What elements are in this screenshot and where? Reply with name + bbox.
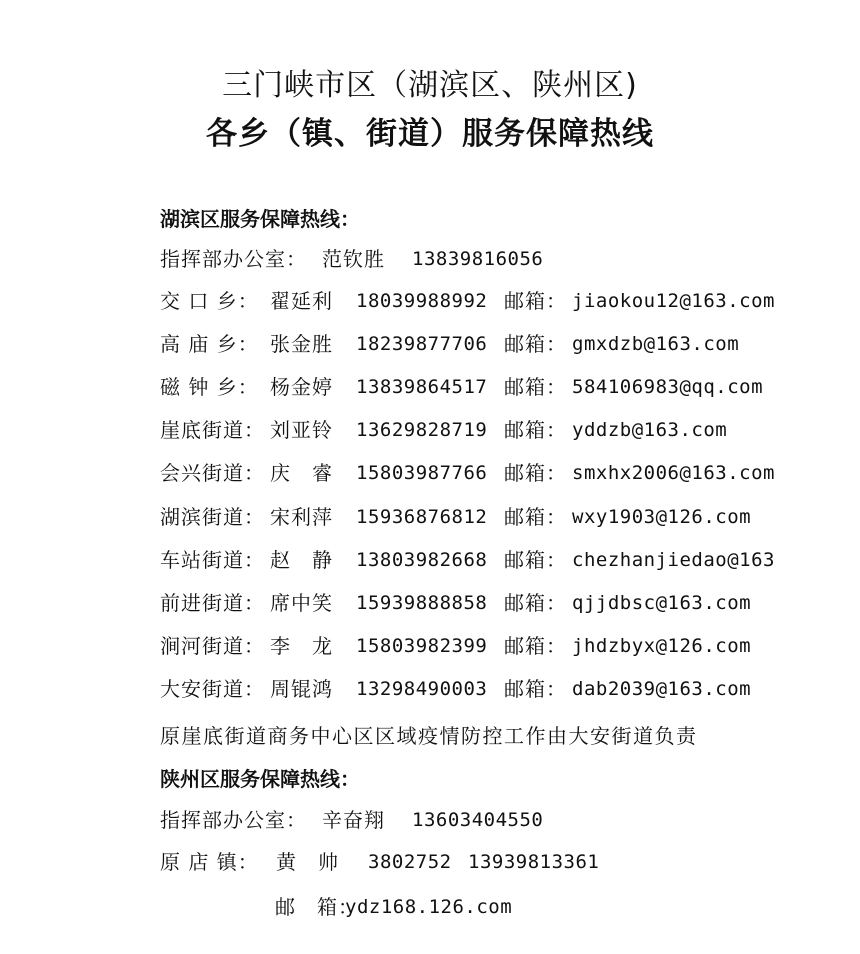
- entry-unit: 交 口 乡：: [160, 289, 259, 313]
- entry-person: 席中笑: [270, 591, 333, 615]
- entry-phone: 15803987766: [356, 462, 488, 484]
- entry-person: 黄 帅: [276, 850, 339, 874]
- entry-email-label: 邮箱：: [504, 289, 567, 313]
- entry-phone-mobile: 13939813361: [468, 851, 600, 873]
- entry-phone: 15939888858: [356, 592, 488, 614]
- entry-phone: 13803982668: [356, 549, 488, 571]
- entry-email-label: 邮箱：: [504, 461, 567, 485]
- entry-email: jiaokou12@163.com: [572, 290, 775, 312]
- entry-unit: 车站街道：: [160, 548, 265, 572]
- entry-email-label: 邮箱：: [504, 375, 567, 399]
- entry-phone: 13839864517: [356, 376, 488, 398]
- command-office-label: 指挥部办公室：: [160, 808, 307, 832]
- command-office-person: 范钦胜: [322, 247, 385, 271]
- entry-phone: 18039988992: [356, 290, 488, 312]
- entry-phone: 18239877706: [356, 333, 488, 355]
- entry-person: 杨金婷: [270, 375, 333, 399]
- entry-unit: 会兴街道：: [160, 461, 265, 485]
- entry-email: ydz168.126.com: [345, 896, 513, 918]
- entry-unit: 大安街道：: [160, 677, 265, 701]
- entry-unit: 崖底街道：: [160, 418, 265, 442]
- entry-phone: 13629828719: [356, 419, 488, 441]
- entry-unit: 高 庙 乡：: [160, 332, 259, 356]
- entry-unit: 原 店 镇：: [160, 850, 259, 874]
- entry-email: chezhanjiedao@163: [572, 549, 775, 571]
- entry-email-label: 邮箱：: [504, 634, 567, 658]
- entry-email: wxy1903@126.com: [572, 506, 752, 528]
- entry-email-label: 邮箱：: [504, 548, 567, 572]
- entry-person: 李 龙: [270, 634, 333, 658]
- shanzhou-section-heading: 陕州区服务保障热线：: [160, 767, 360, 791]
- entry-phone-landline: 3802752: [368, 851, 452, 873]
- entry-email-label: 邮箱：: [504, 677, 567, 701]
- entry-phone: 15936876812: [356, 506, 488, 528]
- entry-email: qjjdbsc@163.com: [572, 592, 752, 614]
- entry-person: 周锟鸿: [270, 677, 333, 701]
- entry-email: yddzb@163.com: [572, 419, 728, 441]
- entry-email-label: 邮箱：: [504, 591, 567, 615]
- entry-person: 赵 静: [270, 548, 333, 572]
- entry-unit: 湖滨街道：: [160, 505, 265, 529]
- command-office-person: 辛奋翔: [322, 808, 385, 832]
- entry-person: 刘亚铃: [270, 418, 333, 442]
- command-office-label: 指挥部办公室：: [160, 247, 307, 271]
- entry-person: 宋利萍: [270, 505, 333, 529]
- entry-email-label: 邮箱：: [504, 505, 567, 529]
- entry-email: jhdzbyx@126.com: [572, 635, 752, 657]
- entry-email: gmxdzb@163.com: [572, 333, 740, 355]
- entry-person: 庆 睿: [270, 461, 333, 485]
- entry-unit: 涧河街道：: [160, 634, 265, 658]
- document-title-line1: 三门峡市区（湖滨区、陕州区): [222, 68, 638, 103]
- entry-email: 584106983@qq.com: [572, 376, 764, 398]
- entry-phone: 15803982399: [356, 635, 488, 657]
- entry-email-label: 邮 箱：: [275, 895, 359, 919]
- hubin-section-heading: 湖滨区服务保障热线：: [160, 207, 360, 231]
- entry-email: smxhx2006@163.com: [572, 462, 775, 484]
- hubin-note: 原崖底街道商务中心区区域疫情防控工作由大安街道负责: [160, 724, 698, 748]
- entry-email-label: 邮箱：: [504, 332, 567, 356]
- entry-phone: 13298490003: [356, 678, 488, 700]
- entry-person: 翟延利: [270, 289, 333, 313]
- entry-unit: 磁 钟 乡：: [160, 375, 259, 399]
- entry-email: dab2039@163.com: [572, 678, 752, 700]
- document-title-line2: 各乡（镇、街道）服务保障热线: [206, 116, 654, 152]
- entry-unit: 前进街道：: [160, 591, 265, 615]
- entry-email-label: 邮箱：: [504, 418, 567, 442]
- command-office-phone: 13603404550: [412, 809, 544, 831]
- command-office-phone: 13839816056: [412, 248, 544, 270]
- entry-person: 张金胜: [270, 332, 333, 356]
